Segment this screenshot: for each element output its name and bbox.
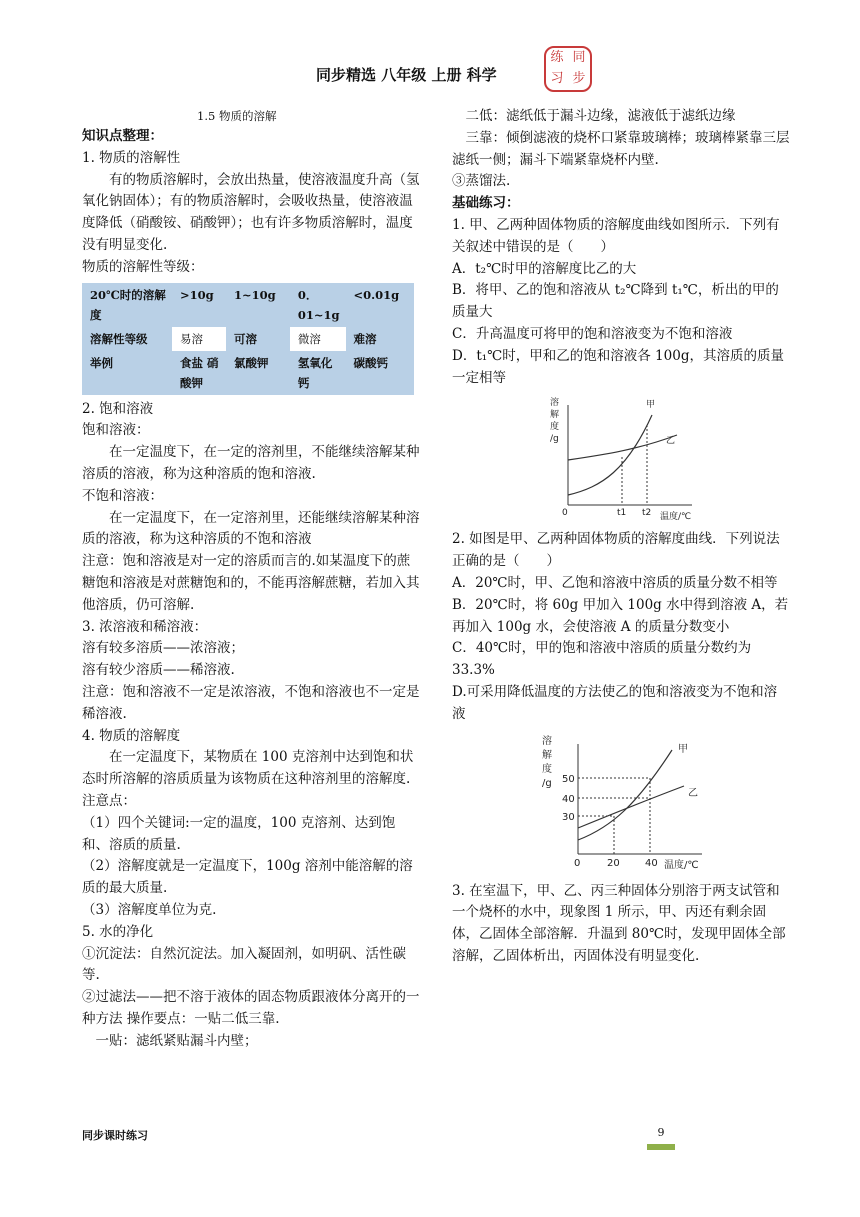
solubility-curve-figure-2 xyxy=(452,732,790,877)
curve-yi xyxy=(578,786,684,828)
option-a: A．t₂℃时甲的溶解度比乙的大 xyxy=(452,260,637,277)
footer-label: 同步课时练习 xyxy=(82,1129,148,1142)
note: 注意点： xyxy=(82,792,136,809)
practice-heading: 基础练习： xyxy=(452,195,520,212)
table-row xyxy=(82,327,414,351)
option-c: C．40℃时，甲的饱和溶液中溶质的质量分数约为 33.3% xyxy=(452,640,752,679)
tick-label: t1 xyxy=(617,508,627,519)
curve-label-jia: 甲 xyxy=(646,400,656,411)
stamp-char: 习 xyxy=(550,71,564,86)
paragraph: 在一定温度下，在一定溶剂里，还能继续溶解某种溶质的溶液，称为这种溶质的不饱和溶液 xyxy=(82,509,420,548)
table-cell: 微溶 xyxy=(290,327,346,351)
question-1: 1. 甲、乙两种固体物质的溶解度曲线如图所示．下列有关叙述中错误的是（ ） xyxy=(452,216,780,255)
table-cell: 易溶 xyxy=(172,327,226,351)
table-cell: 举例 xyxy=(90,355,113,370)
curve-yi xyxy=(568,435,677,460)
axis-ylabel: /g xyxy=(542,777,552,789)
stamp-logo xyxy=(544,46,592,92)
axis-ylabel: 度 xyxy=(542,763,552,775)
tick-label: 40 xyxy=(645,857,658,869)
axis-ylabel: 溶 xyxy=(550,398,560,409)
tick-label: 40 xyxy=(562,793,575,805)
tick-label: 50 xyxy=(562,773,575,785)
knowledge-heading: 知识点整理： xyxy=(82,128,163,144)
section-heading: 1. 物质的溶解性 xyxy=(82,149,181,166)
stamp-char: 步 xyxy=(572,71,586,86)
note: 注意：饱和溶液是对一定的溶质而言的.如某温度下的蔗糖饱和溶液是对蔗糖饱和的，不能再溶解蔗糖，若加入其他溶质，仍可溶解. xyxy=(82,553,420,613)
stamp-char: 同 xyxy=(572,50,586,65)
option-a: A．20℃时，甲、乙饱和溶液中溶质的质量分数不相等 xyxy=(452,574,778,591)
stamp-char: 练 xyxy=(550,50,564,65)
left-column xyxy=(82,106,420,1052)
tick-label: 20 xyxy=(607,857,620,869)
table-cell: >10g xyxy=(180,287,214,302)
right-column xyxy=(452,106,790,968)
axis-ylabel: 解 xyxy=(542,749,552,761)
list-item: ③蒸馏法. xyxy=(452,173,511,190)
question-2: 2. 如图是甲、乙两种固体物质的溶解度曲线．下列说法正确的是（ ） xyxy=(452,531,780,570)
list-item: （1）四个关键词:一定的温度，100 克溶剂、达到饱和、溶质的质量. xyxy=(82,814,396,853)
table-row xyxy=(82,351,414,395)
paragraph: 溶有较多溶质——浓溶液； xyxy=(82,640,244,657)
table-cell: 20℃时的溶解度 xyxy=(90,287,166,322)
sub-heading: 饱和溶液： xyxy=(82,422,150,439)
sub-heading: 不饱和溶液： xyxy=(82,487,163,504)
curve-jia xyxy=(578,750,672,840)
paragraph: 在一定温度下，在一定的溶剂里，不能继续溶解某种溶质的溶液，称为这种溶质的饱和溶液. xyxy=(82,444,420,482)
paragraph: 溶有较少溶质——稀溶液. xyxy=(82,662,235,679)
tick-label: t2 xyxy=(642,508,652,519)
curve-label-yi: 乙 xyxy=(688,787,698,799)
list-item: 二低：滤纸低于漏斗边缘，滤液低于滤纸边缘 xyxy=(465,108,736,124)
table-cell: 可溶 xyxy=(234,331,257,346)
table-row xyxy=(82,283,414,327)
option-d: D．t₁℃时，甲和乙的饱和溶液各 100g，其溶质的质量一定相等 xyxy=(452,347,784,386)
section-heading: 4. 物质的溶解度 xyxy=(82,727,181,744)
table-cell: 溶解性等级 xyxy=(90,331,148,346)
curve-label-yi: 乙 xyxy=(666,436,676,447)
section-heading: 2. 饱和溶液 xyxy=(82,400,154,417)
page-number: 9 xyxy=(657,1126,665,1139)
table-cell: 氯酸钾 xyxy=(234,355,269,370)
axis-ylabel: 溶 xyxy=(542,735,552,747)
option-c: C．升高温度可将甲的饱和溶液变为不饱和溶液 xyxy=(452,325,733,342)
tick-label: 30 xyxy=(562,811,575,823)
table-cell: <0.01g xyxy=(353,287,400,302)
origin-label: 0 xyxy=(562,508,568,519)
page-header-title: 同步精选 八年级 上册 科学 xyxy=(316,66,497,84)
option-b: B．20℃时，将 60g 甲加入 100g 水中得到溶液 A，若再加入 100g 水，会使溶液 A 的质量分数变小 xyxy=(452,596,789,635)
curve-jia xyxy=(568,415,652,495)
table-cell: 0．01~1g xyxy=(297,287,340,322)
list-item: （3）溶解度单位为克. xyxy=(82,901,217,918)
list-item: ①沉淀法：自然沉淀法。加入凝固剂，如明矾、活性碳等. xyxy=(82,945,406,984)
axis-ylabel: /g xyxy=(550,434,559,445)
lesson-title: 1.5 物质的溶解 xyxy=(197,109,277,123)
table-cell: 食盐 硝酸钾 xyxy=(180,355,219,390)
solubility-table xyxy=(82,283,414,395)
note: 注意：饱和溶液不一定是浓溶液，不饱和溶液也不一定是稀溶液. xyxy=(82,683,420,722)
table-cell: 碳酸钙 xyxy=(353,355,389,370)
list-item: ②过滤法——把不溶于液体的固态物质跟液体分离开的一种方法 操作要点：一贴二低三靠. xyxy=(82,989,420,1027)
solubility-curve-figure-1 xyxy=(452,395,790,527)
axis-ylabel: 度 xyxy=(550,422,560,433)
list-item: 一贴：滤纸紧贴漏斗内壁； xyxy=(95,1032,258,1049)
axis-xlabel: 温度/℃ xyxy=(664,859,699,871)
table-cell: 1~10g xyxy=(234,287,276,302)
axis-xlabel: 温度/℃ xyxy=(660,512,692,523)
question-3: 3. 在室温下，甲、乙、丙三种固体分别溶于两支试管和一个烧杯的水中，现象图 1 所示，甲、丙还有剩余固体，乙固体全部溶解．升温到 80℃时，发现甲固体全部溶解，乙固体析出，丙固体没有明显变化. xyxy=(452,882,786,964)
paragraph: 有的物质溶解时，会放出热量，使溶液温度升高（氢氧化钠固体）；有的物质溶解时，会吸收热量，使溶液温度降低（硝酸铵、硝酸钾）；也有许多物质溶解时，温度没有明显变化. xyxy=(82,171,420,253)
paragraph: 在一定温度下，某物质在 100 克溶剂中达到饱和状态时所溶解的溶质质量为该物质在这种溶剂里的溶解度. xyxy=(82,749,414,788)
page-number-bar xyxy=(647,1144,675,1150)
list-item: 三靠：倾倒滤液的烧杯口紧靠玻璃棒；玻璃棒紧靠三层滤纸一侧；漏斗下端紧靠烧杯内壁. xyxy=(452,129,790,168)
paragraph: 物质的溶解性等级： xyxy=(82,258,204,275)
section-heading: 3. 浓溶液和稀溶液： xyxy=(82,618,208,635)
list-item: （2）溶解度就是一定温度下，100g 溶剂中能溶解的溶质的最大质量. xyxy=(82,858,413,897)
curve-label-jia: 甲 xyxy=(678,743,688,755)
section-heading: 5. 水的净化 xyxy=(82,923,154,940)
table-cell: 氢氧化钙 xyxy=(297,355,333,390)
table-cell: 难溶 xyxy=(353,331,377,346)
axis-ylabel: 解 xyxy=(550,410,560,421)
origin-label: 0 xyxy=(574,857,581,869)
option-d: D.可采用降低温度的方法使乙的饱和溶液变为不饱和溶液 xyxy=(452,683,778,722)
option-b: B．将甲、乙的饱和溶液从 t₂℃降到 t₁℃，析出的甲的质量大 xyxy=(452,282,779,321)
